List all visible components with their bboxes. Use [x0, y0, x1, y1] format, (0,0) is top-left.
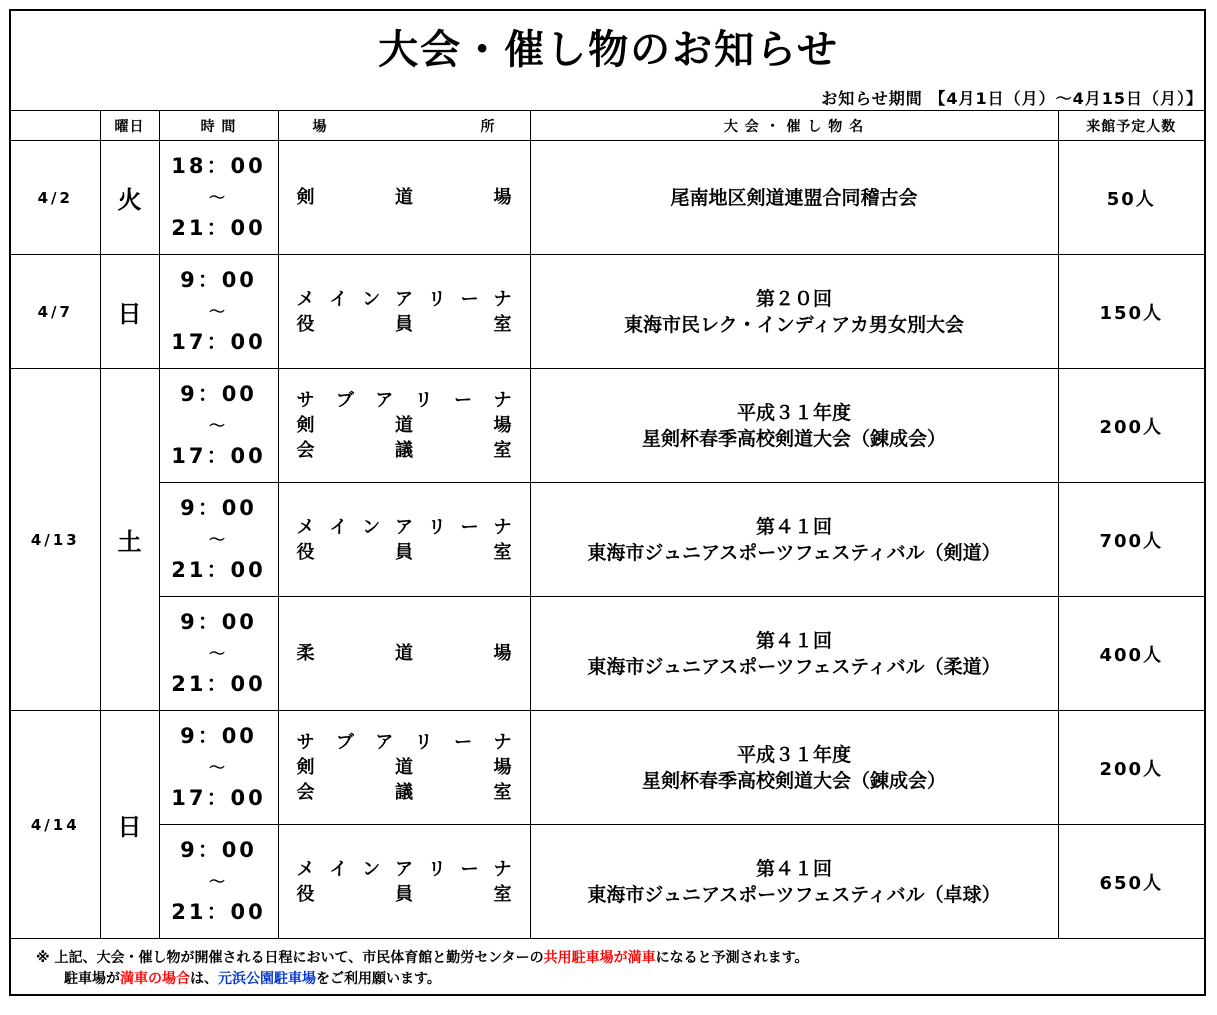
place-char: 剣 [296, 415, 315, 436]
event-cell [530, 825, 1058, 939]
place-char: ー [454, 732, 473, 753]
place-cell [278, 825, 530, 939]
date-cell: 4/14 [11, 711, 100, 939]
place-char: 会 [296, 440, 315, 461]
place-char: 員 [395, 541, 413, 563]
header-place [278, 111, 530, 141]
page-title: 大会・催し物のお知らせ [378, 27, 839, 73]
attendance-cell: 650人 [1058, 825, 1204, 939]
header-place-left: 場 [312, 118, 328, 135]
notice-period: お知らせ期間 【4月1日（月）～4月15日（月）】 [821, 89, 1203, 108]
time-cell [159, 825, 278, 939]
table-row [11, 711, 1204, 825]
time-range-separator: ～ [208, 644, 228, 663]
place-char: 議 [395, 782, 413, 803]
event-name-line: 東海市ジュニアスポーツフェスティバル（剣道） [587, 541, 1001, 564]
end-time: 17：00 [171, 786, 266, 810]
time-range-separator: ～ [208, 416, 228, 435]
place-char: メ [296, 858, 315, 880]
place-cell [278, 369, 530, 483]
date-cell: 4/13 [11, 369, 100, 711]
place-char: イ [329, 288, 348, 310]
attendance-cell: 700人 [1058, 483, 1204, 597]
time-cell [159, 141, 278, 255]
place-char: ナ [493, 516, 512, 538]
place-line [297, 413, 512, 438]
event-name-line: 第４１回 [755, 629, 832, 652]
end-time: 21：00 [171, 216, 266, 240]
footer-text-segment: 元浜公園駐車場 [218, 971, 316, 987]
place-char: リ [427, 288, 446, 310]
place-line [297, 755, 512, 780]
start-time: 9：00 [180, 496, 257, 520]
weekday-cell: 日 [100, 255, 159, 369]
event-name-line: 尾南地区剣道連盟合同稽古会 [670, 186, 918, 209]
start-time: 18：00 [171, 154, 266, 178]
place-char: 室 [493, 883, 512, 905]
place-char: ア [394, 516, 413, 538]
event-name-line: 平成３１年度 [736, 743, 851, 766]
place-cell [278, 597, 530, 711]
place-char: 柔 [296, 643, 315, 664]
place-line [297, 438, 512, 463]
time-range-separator: ～ [208, 530, 228, 549]
event-name-line: 星剣杯春季高校剣道大会（錬成会） [641, 769, 946, 792]
place-char: イ [329, 858, 348, 880]
place-char: ン [362, 516, 381, 538]
time-range-separator: ～ [208, 302, 228, 321]
event-name-line: 第４１回 [755, 857, 832, 880]
place-line [297, 515, 512, 540]
event-cell [530, 255, 1058, 369]
table-row [11, 369, 1204, 483]
end-time: 21：00 [171, 558, 266, 582]
event-name-line: 第４１回 [755, 515, 832, 538]
place-char: 員 [395, 883, 413, 905]
header-attendance: 来館予定人数 [1058, 111, 1204, 141]
place-char: ナ [493, 732, 512, 753]
event-cell [530, 483, 1058, 597]
place-char: 員 [395, 313, 413, 335]
place-char: 場 [493, 415, 512, 436]
place-cell [278, 141, 530, 255]
place-char: リ [414, 390, 433, 411]
place-char: ブ [335, 732, 354, 753]
table-row [11, 255, 1204, 369]
footer-line-1 [36, 948, 809, 969]
time-range-separator: ～ [208, 188, 228, 207]
attendance-cell: 200人 [1058, 369, 1204, 483]
place-char: 場 [493, 187, 512, 208]
header-place-right: 所 [480, 118, 496, 135]
place-cell [278, 483, 530, 597]
footer-line-2 [36, 969, 809, 990]
place-char: ア [394, 858, 413, 880]
place-line [297, 882, 512, 907]
place-char: ナ [493, 390, 512, 411]
start-time: 9：00 [180, 268, 257, 292]
place-char: 役 [296, 313, 315, 335]
place-char: ー [460, 858, 479, 880]
header-time: 時 間 [159, 111, 278, 141]
place-char: 場 [493, 643, 512, 664]
footer-note [36, 948, 809, 990]
end-time: 21：00 [171, 672, 266, 696]
event-name-line: 東海市民レク・インディアカ男女別大会 [624, 313, 964, 336]
place-char: リ [427, 858, 446, 880]
table-row [11, 597, 1204, 711]
place-line [297, 287, 512, 312]
event-name-line: 平成３１年度 [736, 401, 851, 424]
place-line [297, 780, 512, 805]
place-char: 役 [296, 883, 315, 905]
place-line [297, 857, 512, 882]
time-cell [159, 597, 278, 711]
event-name-line: 第２０回 [755, 287, 832, 310]
footer-text-segment: 満車の場合 [120, 971, 190, 987]
event-name-line: 東海市ジュニアスポーツフェスティバル（卓球） [587, 883, 1001, 906]
place-char: イ [329, 516, 348, 538]
date-cell: 4/2 [11, 141, 100, 255]
date-cell: 4/7 [11, 255, 100, 369]
event-name-line: 星剣杯春季高校剣道大会（錬成会） [641, 427, 946, 450]
place-char: リ [427, 516, 446, 538]
start-time: 9：00 [180, 382, 257, 406]
weekday-cell: 土 [100, 369, 159, 711]
place-char: 室 [493, 782, 512, 803]
place-char: メ [296, 288, 315, 310]
place-char: 室 [493, 313, 512, 335]
start-time: 9：00 [180, 724, 257, 748]
place-char: 道 [395, 415, 413, 436]
place-char: 剣 [296, 757, 315, 778]
footer-text-segment: 共用駐車場が満車 [543, 950, 656, 966]
header-event: 大 会 ・ 催 し 物 名 [530, 111, 1058, 141]
time-cell [159, 483, 278, 597]
time-cell [159, 255, 278, 369]
place-cell [278, 255, 530, 369]
place-char: ン [362, 858, 381, 880]
start-time: 9：00 [180, 838, 257, 862]
place-char: ブ [335, 390, 354, 411]
footer-text-segment: 駐車場が [64, 971, 120, 987]
schedule-table [11, 110, 1204, 939]
place-char: 会 [296, 782, 315, 803]
place-line [297, 540, 512, 565]
table-row [11, 825, 1204, 939]
event-cell [530, 597, 1058, 711]
place-char: 室 [493, 541, 512, 563]
event-cell [530, 711, 1058, 825]
place-line [297, 641, 512, 666]
footer-text-segment: をご利用願います。 [316, 971, 441, 987]
place-char: サ [296, 390, 315, 411]
header-day: 曜日 [100, 111, 159, 141]
place-line [297, 185, 512, 210]
place-char: 役 [296, 541, 315, 563]
start-time: 9：00 [180, 610, 257, 634]
place-char: ナ [493, 858, 512, 880]
place-char: ン [362, 288, 381, 310]
weekday-cell: 火 [100, 141, 159, 255]
place-char: サ [296, 732, 315, 753]
place-cell [278, 711, 530, 825]
end-time: 17：00 [171, 444, 266, 468]
event-cell [530, 141, 1058, 255]
place-char: 道 [395, 757, 413, 778]
place-line [297, 312, 512, 337]
table-row [11, 141, 1204, 255]
place-char: ー [460, 516, 479, 538]
attendance-cell: 400人 [1058, 597, 1204, 711]
end-time: 21：00 [171, 900, 266, 924]
place-line [297, 388, 512, 413]
place-char: 室 [493, 440, 512, 461]
place-char: 道 [395, 643, 413, 664]
time-cell [159, 711, 278, 825]
place-char: ナ [493, 288, 512, 310]
place-char: 議 [395, 440, 413, 461]
place-char: ー [460, 288, 479, 310]
place-char: 道 [395, 187, 413, 208]
footer-text-segment: になると予測されます。 [655, 950, 809, 966]
place-char: ア [375, 390, 394, 411]
place-char: リ [414, 732, 433, 753]
time-range-separator: ～ [208, 758, 228, 777]
place-char: 場 [493, 757, 512, 778]
weekday-cell: 日 [100, 711, 159, 939]
table-row [11, 483, 1204, 597]
place-line [297, 730, 512, 755]
table-header-row [11, 111, 1204, 141]
place-char: 剣 [296, 187, 315, 208]
event-name-line: 東海市ジュニアスポーツフェスティバル（柔道） [587, 655, 1001, 678]
attendance-cell: 200人 [1058, 711, 1204, 825]
place-char: ア [394, 288, 413, 310]
attendance-cell: 150人 [1058, 255, 1204, 369]
place-char: ア [375, 732, 394, 753]
time-cell [159, 369, 278, 483]
place-char: メ [296, 516, 315, 538]
place-char: ー [454, 390, 473, 411]
attendance-cell: 50人 [1058, 141, 1204, 255]
footer-text-segment: は、 [190, 971, 218, 987]
event-cell [530, 369, 1058, 483]
table-body [11, 141, 1204, 939]
footer-text-segment: ※ 上記、大会・催し物が開催される日程において、市民体育館と勤労センターの [36, 950, 544, 966]
header-date [11, 111, 100, 141]
end-time: 17：00 [171, 330, 266, 354]
time-range-separator: ～ [208, 872, 228, 891]
